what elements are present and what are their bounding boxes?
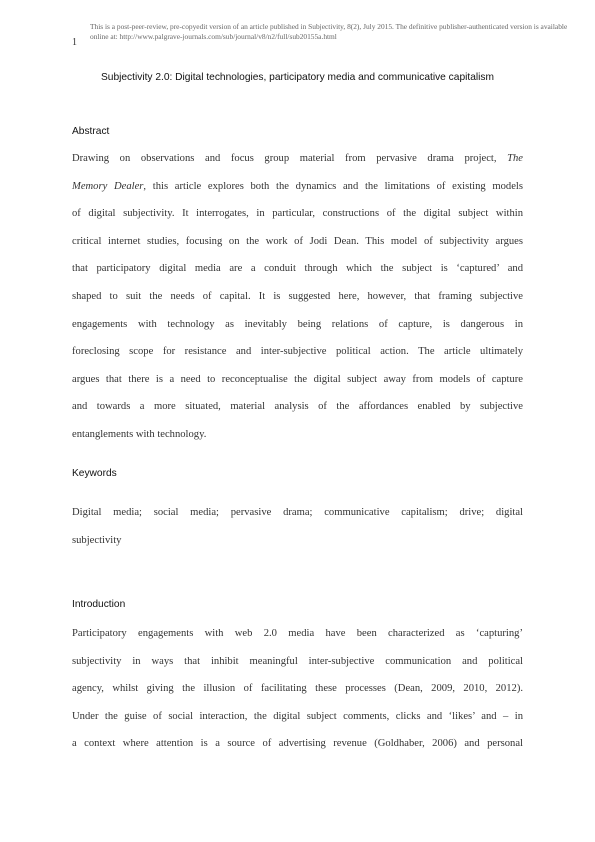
abstract-line: shaped to suit the needs of capital. It is suggested here, however, that framing subjective [72,290,523,302]
abstract-line: that participatory digital media are a conduit through which the subject is ‘captured’ and [72,263,523,275]
abstract-paragraph [72,145,523,449]
page-number: 1 [72,37,77,48]
article-title: Subjectivity 2.0: Digital technologies, participatory media and communicative capitalism [101,72,494,83]
introduction-line: agency, whilst giving the illusion of facilitating these processes (Dean, 2009, 2010, 2012). [72,683,523,695]
abstract-line: argues that there is a need to reconceptualise the digital subject away from models of capture [72,373,523,385]
abstract-line: engagements with technology as inevitably being relations of capture, is dangerous in [72,318,523,330]
introduction-line: a context where attention is a source of advertising revenue (Goldhaber, 2006) and personal [72,738,523,750]
abstract-line: Memory Dealer, this article explores both the dynamics and the limitations of existing models [72,180,523,192]
abstract-heading: Abstract [72,126,110,137]
abstract-line: critical internet studies, focusing on the work of Jodi Dean. This model of subjectivity argues [72,235,523,247]
header-note: This is a post-peer-review, pre-copyedit version of an article published in Subjectivity, 8(2), July 2015. The definitive publisher-authenticated version is available online at: http://www.palgrave-journals.com/sub/journal/v8/n2/full/sub20155a.html [90,22,568,41]
introduction-heading: Introduction [72,599,126,610]
keywords-heading: Keywords [72,468,117,479]
introduction-line: Under the guise of social interaction, the digital subject comments, clicks and ‘likes’ and – in [72,710,523,722]
abstract-line: Drawing on observations and focus group material from pervasive drama project, The [72,153,523,164]
abstract-line: of digital subjectivity. It interrogates, in particular, constructions of the digital subject within [72,208,523,220]
keywords-line: subjectivity [72,534,122,546]
introduction-line: subjectivity in ways that inhibit meaningful inter-subjective communication and political [72,655,523,667]
abstract-line: entanglements with technology. [72,428,207,440]
keywords-line: Digital media; social media; pervasive drama; communicative capitalism; drive; digital [72,507,523,518]
keywords-paragraph [72,499,523,554]
introduction-paragraph [72,620,523,758]
abstract-line: foreclosing scope for resistance and inter-subjective political action. The article ultimately [72,346,523,358]
introduction-line: Participatory engagements with web 2.0 media have been characterized as ‘capturing’ [72,628,523,639]
abstract-line: and towards a more situated, material analysis of the affordances enabled by subjective [72,401,523,413]
